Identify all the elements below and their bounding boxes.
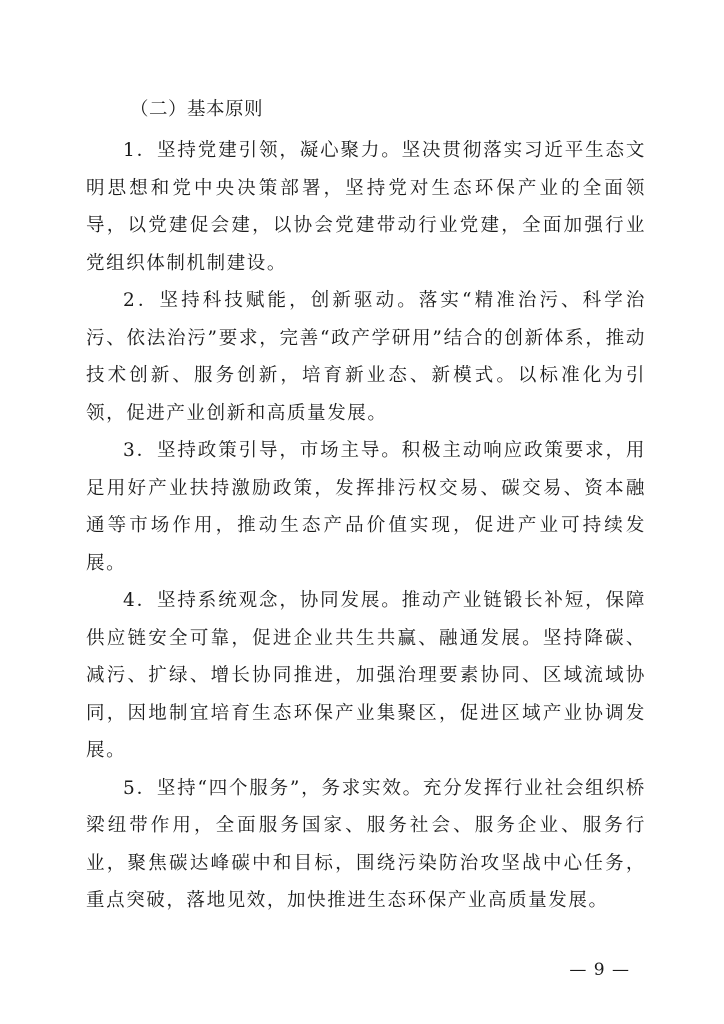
paragraph-1: 1．坚持党建引领，凝心聚力。坚决贯彻落实习近平生态文明思想和党中央决策部署，坚持党对生态环保产业的全面领导，以党建促会建，以协会党建带动行业党建，全面加强行业党组织体制机制建设。 [86, 140, 646, 274]
section-heading: （二）基本原则 [130, 99, 264, 120]
paragraph-5: 5．坚持“四个服务”，务求实效。充分发挥行业社会组织桥梁纽带作用，全面服务国家、服务社会、服务企业、服务行业，聚焦碳达峰碳中和目标，围绕污染防治攻坚战中心任务，重点突破，落地见效，加快推进生态环保产业高质量发展。 [86, 777, 646, 911]
paragraph-4: 4．坚持系统观念，协同发展。推动产业链锻长补短，保障供应链安全可靠，促进企业共生共赢、融通发展。坚持降碳、减污、扩绿、增长协同推进，加强治理要素协同、区域流域协同，因地制宜培育生态环保产业集聚区，促进区域产业协调发展。 [86, 590, 646, 761]
paragraph-2: 2．坚持科技赋能，创新驱动。落实“精准治污、科学治污、依法治污”要求，完善“政产学研用”结合的创新体系，推动技术创新、服务创新，培育新业态、新模式。以标准化为引领，促进产业创新和高质量发展。 [86, 290, 646, 424]
page-number: — 9 — [569, 960, 630, 980]
paragraph-3: 3．坚持政策引导，市场主导。积极主动响应政策要求，用足用好产业扶持激励政策，发挥排污权交易、碳交易、资本融通等市场作用，推动生态产品价值实现，促进产业可持续发展。 [86, 440, 646, 574]
body-text [86, 92, 646, 920]
